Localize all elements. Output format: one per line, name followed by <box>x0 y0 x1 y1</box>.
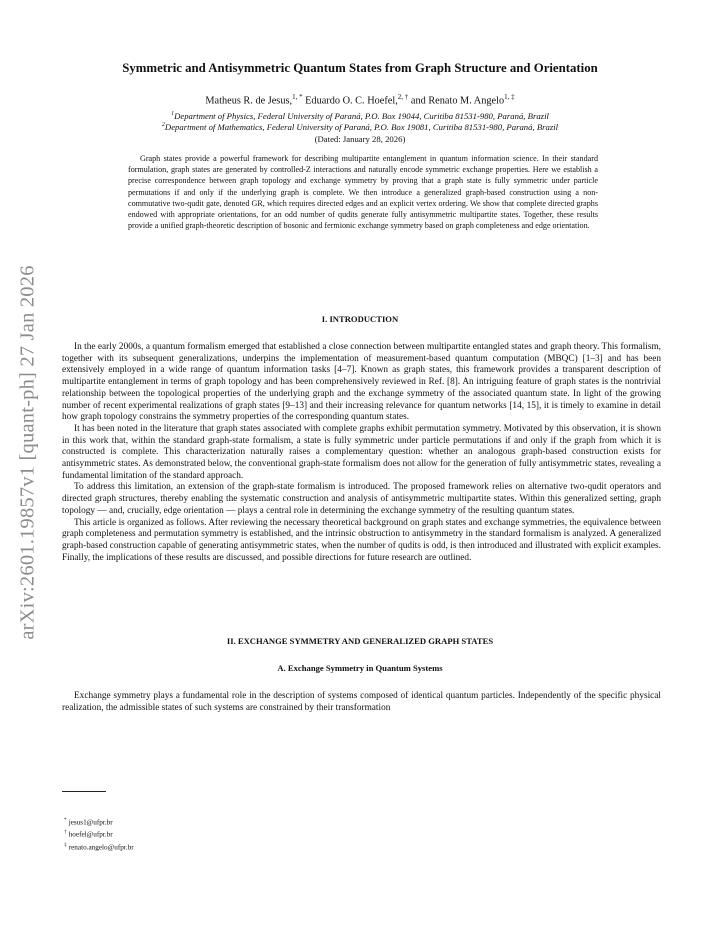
section-heading-introduction: I. INTRODUCTION <box>321 314 399 324</box>
author-affiliation-mark: 2, † <box>397 93 409 101</box>
author-affiliation-mark: 1, ‡ <box>504 93 515 101</box>
dated-line: (Dated: January 28, 2026) <box>314 134 406 144</box>
footnote-item <box>64 815 134 827</box>
section-2-body <box>62 691 661 714</box>
footnote-email-link[interactable]: renato.angelo@ufpr.br <box>68 843 134 852</box>
author-affiliation-mark: 1, * <box>292 93 303 101</box>
footnote-divider <box>62 791 106 792</box>
footnote-item <box>64 827 134 839</box>
paragraph: It has been noted in the literature that graph states associated with complete graphs exhibit permutation symmetry. Motivated by this observation, it is shown in this work that, within the standard graph-state formalism, a state is fully symmetric under particle permutations if and only if the graph from which it is constructed is complete. This characterization naturally raises a complementary question: whether an analogous graph-based construction exists for antisymmetric states. As demonstrated below, the conventional graph-state formalism does not allow for the generation of fully antisymmetric states, revealing a fundamental limitation of the standard approach. <box>62 423 661 481</box>
author-name: Matheus R. de Jesus, <box>205 95 293 107</box>
author-name: and Renato M. Angelo <box>410 95 505 107</box>
footnote-item <box>64 840 134 852</box>
affiliation-text: Department of Mathematics, Federal University of Paraná, P.O. Box 19081, Curitiba 81531-980, Paraná, Brazil <box>164 122 559 132</box>
author-name: Eduardo O. C. Hoefel, <box>305 95 398 107</box>
arxiv-identifier-text: arXiv:2601.19857v1 [quant-ph] 27 Jan 2026 <box>16 264 39 640</box>
affiliation-1 <box>60 111 660 121</box>
section-heading-exchange-symmetry: II. EXCHANGE SYMMETRY AND GENERALIZED GRAPH STATES <box>226 636 494 646</box>
footnote-email-link[interactable]: jesus1@ufpr.br <box>68 818 113 827</box>
author-list <box>60 93 660 106</box>
footnote-mark: ‡ <box>64 841 67 848</box>
paragraph: To address this limitation, an extension of the graph-state formalism is introduced. The proposed framework relies on alternative two-qudit operators and directed graph structures, thereby enabling the systematic construction and analysis of antisymmetric multipartite states. Within this generalized setting, graph topology — and, crucially, edge orientation — plays a central role in determining the exchange symmetry of the resulting quantum states. <box>62 482 661 516</box>
abstract: Graph states provide a powerful framework for describing multipartite entanglement in quantum information science. In their standard formulation, graph states are generated by controlled-Z interactions and naturally encode symmetric exchange properties. Here we establish a precise correspondence between graph topology and exchange symmetry by proving that a graph state is fully symmetric under particle permutations if and only if the underlying graph is complete. We then introduce a generalized graph-based construction using a non-commutative two-qudit gate, denoted GR, which requires directed edges and an explicit vertex ordering. We show that complete directed graphs endowed with appropriate orientations, for an odd number of qudits generate fully antisymmetric multipartite states. Together, these results provide a unified graph-theoretic description of bosonic and fermionic exchange symmetry based on graph completeness and edge orientation. <box>128 154 598 231</box>
footnote-email-link[interactable]: hoefel@ufpr.br <box>68 830 113 839</box>
affiliation-2 <box>60 122 660 132</box>
footnotes <box>64 815 134 852</box>
affiliation-mark: 1 <box>171 111 175 118</box>
paper-title: Symmetric and Antisymmetric Quantum States from Graph Structure and Orientation <box>122 61 598 75</box>
paragraph: This article is organized as follows. After reviewing the necessary theoretical background on graph states and exchange symmetries, the equivalence between graph completeness and permutation symmetry is established, and the intrinsic obstruction to antisymmetry in the standard formalism is analyzed. A generalized graph-based construction capable of generating antisymmetric states, when the number of qudits is odd, is then introduced and illustrated with explicit examples. Finally, the implications of these results are discussed, and possible directions for future research are outlined. <box>62 517 661 563</box>
arxiv-identifier-stamp <box>4 247 52 657</box>
affiliation-mark: 2 <box>161 122 165 129</box>
affiliation-text: Department of Physics, Federal University of Paraná, P.O. Box 19044, Curitiba 81531-980, Paraná, Brazil <box>174 111 549 121</box>
subsection-heading: A. Exchange Symmetry in Quantum Systems <box>277 663 443 673</box>
paragraph: In the early 2000s, a quantum formalism emerged that established a close connection between multipartite entangled states and graph theory. This formalism, together with its subsequent generalizations, underpins the implementation of measurement-based quantum computation (MBQC) [1–3] and has been extensively employed in a wide range of quantum information tasks [4–7]. Known as graph states, this framework provides a transparent description of multipartite entanglement in terms of graph topology and has been comprehensively reviewed in Ref. [8]. An intriguing feature of graph states is the nontrivial relationship between the topological properties of the underlying graph and the exchange symmetry of the associated quantum state. In light of the growing number of recent experimental realizations of graph states [9–13] and their increasing relevance for quantum networks [14, 15], it is timely to examine in detail how graph topology constrains the symmetry properties of the corresponding quantum states. <box>62 342 661 423</box>
footnote-mark: † <box>64 829 67 836</box>
paragraph: Exchange symmetry plays a fundamental role in the description of systems composed of identical quantum particles. Independently of the specific physical realization, the admissible states of such systems are constrained by their transformation <box>62 691 661 713</box>
introduction-body <box>62 342 661 564</box>
footnote-mark: * <box>64 817 67 823</box>
